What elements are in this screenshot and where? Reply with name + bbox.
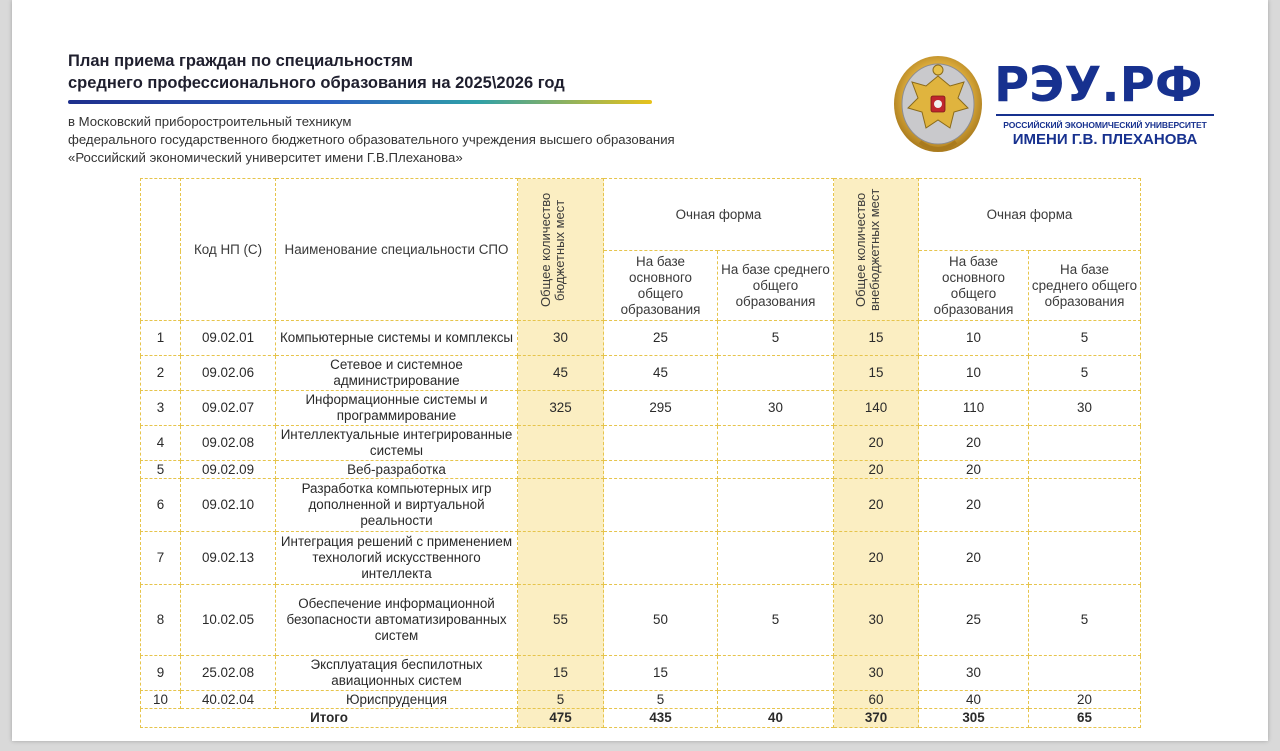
table-row xyxy=(141,585,1141,656)
header-extra-total xyxy=(834,179,919,321)
row-budget-secondary xyxy=(718,691,834,709)
row-code: 09.02.07 xyxy=(181,391,276,426)
row-extra-total: 60 xyxy=(834,691,919,709)
row-budget-basic xyxy=(604,479,718,532)
row-extra-basic: 10 xyxy=(919,356,1029,391)
row-budget-basic: 15 xyxy=(604,656,718,691)
row-budget-basic: 295 xyxy=(604,391,718,426)
row-extra-basic: 10 xyxy=(919,321,1029,356)
row-budget-total xyxy=(518,479,604,532)
row-budget-total xyxy=(518,426,604,461)
row-number: 3 xyxy=(141,391,181,426)
row-code: 09.02.06 xyxy=(181,356,276,391)
total-row xyxy=(141,709,1141,728)
row-extra-total: 20 xyxy=(834,461,919,479)
row-budget-total: 30 xyxy=(518,321,604,356)
row-extra-secondary xyxy=(1029,479,1141,532)
document-subtitle xyxy=(68,113,868,167)
row-number: 6 xyxy=(141,479,181,532)
table-row xyxy=(141,691,1141,709)
row-specialty-name: Сетевое и системное администрирование xyxy=(276,356,518,391)
row-budget-basic xyxy=(604,461,718,479)
row-budget-secondary xyxy=(718,479,834,532)
row-specialty-name: Эксплуатация беспилотных авиационных систем xyxy=(276,656,518,691)
row-budget-basic xyxy=(604,426,718,461)
row-specialty-name: Компьютерные системы и комплексы xyxy=(276,321,518,356)
row-budget-secondary: 5 xyxy=(718,321,834,356)
total-budget: 475 xyxy=(518,709,604,728)
row-budget-secondary: 5 xyxy=(718,585,834,656)
row-extra-total: 30 xyxy=(834,656,919,691)
row-specialty-name: Обеспечение информационной безопасности автоматизированных систем xyxy=(276,585,518,656)
admission-plan-table xyxy=(140,178,1141,728)
header-full-time-extra: Очная форма xyxy=(919,179,1141,251)
total-extra: 370 xyxy=(834,709,919,728)
coat-of-arms-icon xyxy=(890,52,986,160)
total-budget-secondary: 40 xyxy=(718,709,834,728)
row-extra-basic: 20 xyxy=(919,479,1029,532)
header-specialty-name: Наименование специальности СПО xyxy=(276,179,518,321)
row-extra-secondary: 30 xyxy=(1029,391,1141,426)
row-number: 5 xyxy=(141,461,181,479)
row-extra-total: 30 xyxy=(834,585,919,656)
row-extra-basic: 40 xyxy=(919,691,1029,709)
row-extra-basic: 30 xyxy=(919,656,1029,691)
row-specialty-name: Информационные системы и программирование xyxy=(276,391,518,426)
header-extra-basic: На базе основного общего образования xyxy=(919,251,1029,321)
row-budget-total xyxy=(518,532,604,585)
row-extra-total: 140 xyxy=(834,391,919,426)
header-budget-secondary: На базе среднего общего образования xyxy=(718,251,834,321)
document-title xyxy=(68,50,708,94)
row-budget-total: 325 xyxy=(518,391,604,426)
row-extra-total: 20 xyxy=(834,426,919,461)
row-extra-secondary: 5 xyxy=(1029,356,1141,391)
row-extra-basic: 110 xyxy=(919,391,1029,426)
row-budget-secondary xyxy=(718,532,834,585)
table-row xyxy=(141,479,1141,532)
row-specialty-name: Юриспруденция xyxy=(276,691,518,709)
row-number: 2 xyxy=(141,356,181,391)
row-budget-total: 5 xyxy=(518,691,604,709)
title-line-1: План приема граждан по специальностям xyxy=(68,52,413,70)
logo-wordmark: РЭУ.РФ xyxy=(994,57,1203,113)
row-code: 09.02.10 xyxy=(181,479,276,532)
logo-subtitle-line-2: ИМЕНИ Г.В. ПЛЕХАНОВА xyxy=(1012,131,1198,148)
header-full-time-budget: Очная форма xyxy=(604,179,834,251)
row-extra-basic: 20 xyxy=(919,426,1029,461)
row-number: 10 xyxy=(141,691,181,709)
total-label: Итого xyxy=(141,709,518,728)
subtitle-line-1: в Московский приборостроительный техникум xyxy=(68,114,352,129)
row-budget-basic: 50 xyxy=(604,585,718,656)
title-line-2: среднего профессионального образования на 2025\2026 год xyxy=(68,74,565,92)
title-underline xyxy=(68,100,652,104)
row-extra-basic: 20 xyxy=(919,532,1029,585)
row-extra-total: 20 xyxy=(834,479,919,532)
table-row xyxy=(141,426,1141,461)
table-row xyxy=(141,391,1141,426)
header-budget-basic: На базе основного общего образования xyxy=(604,251,718,321)
row-extra-basic: 25 xyxy=(919,585,1029,656)
row-budget-secondary xyxy=(718,356,834,391)
row-extra-secondary xyxy=(1029,532,1141,585)
header-budget-total-text: Общее количество бюджетных мест xyxy=(537,192,567,307)
row-extra-total: 15 xyxy=(834,356,919,391)
row-extra-total: 20 xyxy=(834,532,919,585)
row-specialty-name: Веб-разработка xyxy=(276,461,518,479)
row-extra-secondary xyxy=(1029,656,1141,691)
subtitle-line-3: «Российский экономический университет имени Г.В.Плеханова» xyxy=(68,150,463,165)
row-budget-basic xyxy=(604,532,718,585)
row-code: 09.02.09 xyxy=(181,461,276,479)
row-number: 9 xyxy=(141,656,181,691)
logo-subtitle-line-1: РОССИЙСКИЙ ЭКОНОМИЧЕСКИЙ УНИВЕРСИТЕТ xyxy=(1003,120,1207,130)
row-code: 09.02.08 xyxy=(181,426,276,461)
document-sheet xyxy=(12,0,1268,741)
table-body xyxy=(141,321,1141,709)
row-extra-basic: 20 xyxy=(919,461,1029,479)
row-code: 10.02.05 xyxy=(181,585,276,656)
row-code: 09.02.13 xyxy=(181,532,276,585)
row-number: 1 xyxy=(141,321,181,356)
row-budget-total: 15 xyxy=(518,656,604,691)
header-code: Код НП (С) xyxy=(181,179,276,321)
row-number: 7 xyxy=(141,532,181,585)
row-extra-secondary: 5 xyxy=(1029,321,1141,356)
table-row xyxy=(141,356,1141,391)
row-extra-total: 15 xyxy=(834,321,919,356)
row-code: 40.02.04 xyxy=(181,691,276,709)
total-extra-secondary: 65 xyxy=(1029,709,1141,728)
row-budget-total xyxy=(518,461,604,479)
table-row xyxy=(141,532,1141,585)
row-specialty-name: Интеграция решений с применением технологий искусственного интеллекта xyxy=(276,532,518,585)
row-extra-secondary xyxy=(1029,426,1141,461)
row-extra-secondary xyxy=(1029,461,1141,479)
row-code: 09.02.01 xyxy=(181,321,276,356)
row-budget-basic: 5 xyxy=(604,691,718,709)
row-number: 8 xyxy=(141,585,181,656)
row-extra-secondary: 5 xyxy=(1029,585,1141,656)
row-code: 25.02.08 xyxy=(181,656,276,691)
table-row xyxy=(141,656,1141,691)
subtitle-line-2: федерального государственного бюджетного образовательного учреждения высшего образования xyxy=(68,132,675,147)
row-budget-basic: 25 xyxy=(604,321,718,356)
header-budget-total xyxy=(518,179,604,321)
row-budget-total: 45 xyxy=(518,356,604,391)
row-budget-secondary xyxy=(718,426,834,461)
row-specialty-name: Разработка компьютерных игр дополненной и виртуальной реальности xyxy=(276,479,518,532)
row-budget-secondary: 30 xyxy=(718,391,834,426)
row-budget-secondary xyxy=(718,656,834,691)
row-extra-secondary: 20 xyxy=(1029,691,1141,709)
header-extra-secondary: На базе среднего общего образования xyxy=(1029,251,1141,321)
row-specialty-name: Интеллектуальные интегрированные системы xyxy=(276,426,518,461)
header-extra-total-text: Общее количество внебюджетных мест xyxy=(853,188,882,311)
header-number xyxy=(141,179,181,321)
total-budget-basic: 435 xyxy=(604,709,718,728)
row-number: 4 xyxy=(141,426,181,461)
total-extra-basic: 305 xyxy=(919,709,1029,728)
table-row xyxy=(141,321,1141,356)
table-row xyxy=(141,461,1141,479)
row-budget-basic: 45 xyxy=(604,356,718,391)
row-budget-secondary xyxy=(718,461,834,479)
logo-divider xyxy=(996,114,1214,116)
row-budget-total: 55 xyxy=(518,585,604,656)
